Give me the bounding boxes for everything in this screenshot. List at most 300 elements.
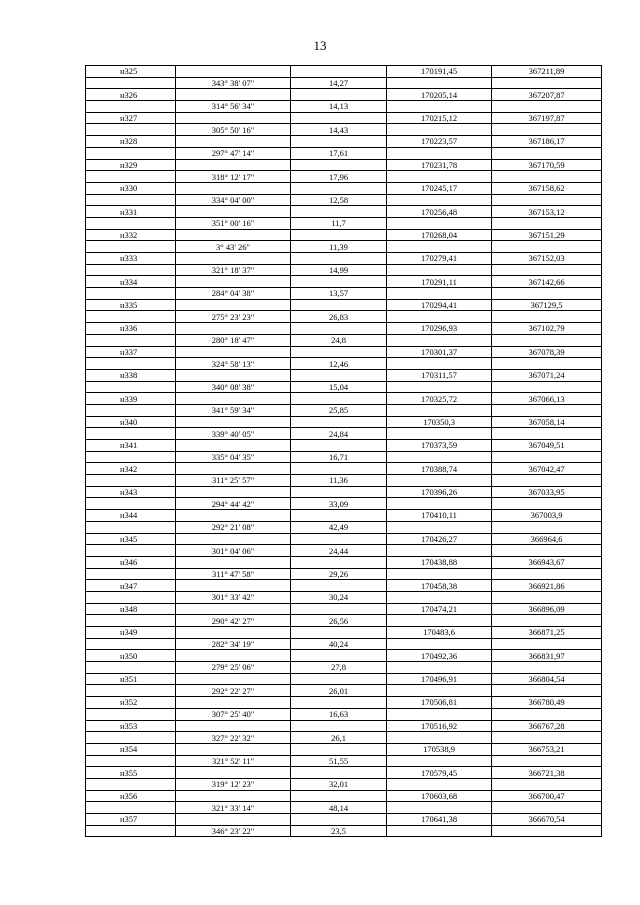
empty-cell <box>176 814 291 826</box>
empty-cell <box>492 147 602 159</box>
empty-cell <box>176 369 291 381</box>
empty-cell <box>387 194 492 206</box>
empty-cell <box>86 171 176 183</box>
empty-cell <box>291 814 387 826</box>
point-name: н337 <box>86 346 176 358</box>
direction-angle: 327° 22' 32" <box>176 732 291 744</box>
point-row <box>86 556 602 568</box>
empty-cell <box>387 404 492 416</box>
point-row <box>86 89 602 101</box>
segment-row <box>86 591 602 603</box>
direction-angle: 335° 04' 35" <box>176 451 291 463</box>
segment-row <box>86 568 602 580</box>
empty-cell <box>492 732 602 744</box>
empty-cell <box>291 112 387 124</box>
x-coordinate: 170516,92 <box>387 720 492 732</box>
segment-row <box>86 778 602 790</box>
direction-angle: 292° 22' 27" <box>176 685 291 697</box>
empty-cell <box>86 662 176 674</box>
empty-cell <box>291 229 387 241</box>
empty-cell <box>86 311 176 323</box>
point-row <box>86 743 602 755</box>
empty-cell <box>291 440 387 452</box>
empty-cell <box>176 720 291 732</box>
segment-length: 14,13 <box>291 101 387 113</box>
x-coordinate: 170492,36 <box>387 650 492 662</box>
empty-cell <box>492 288 602 300</box>
point-row <box>86 206 602 218</box>
direction-angle: 314° 56' 34" <box>176 101 291 113</box>
empty-cell <box>492 171 602 183</box>
point-row <box>86 112 602 124</box>
empty-cell <box>291 136 387 148</box>
empty-cell <box>176 159 291 171</box>
empty-cell <box>176 580 291 592</box>
empty-cell <box>492 217 602 229</box>
empty-cell <box>86 568 176 580</box>
y-coordinate: 366670,54 <box>492 814 602 826</box>
y-coordinate: 367058,14 <box>492 416 602 428</box>
segment-length: 29,26 <box>291 568 387 580</box>
y-coordinate: 366896,09 <box>492 603 602 615</box>
empty-cell <box>492 545 602 557</box>
empty-cell <box>492 124 602 136</box>
segment-row <box>86 101 602 113</box>
empty-cell <box>291 463 387 475</box>
point-name: н335 <box>86 299 176 311</box>
point-name: н341 <box>86 440 176 452</box>
empty-cell <box>176 136 291 148</box>
point-name: н351 <box>86 673 176 685</box>
empty-cell <box>387 638 492 650</box>
point-name: н353 <box>86 720 176 732</box>
empty-cell <box>176 486 291 498</box>
empty-cell <box>492 638 602 650</box>
empty-cell <box>387 124 492 136</box>
empty-cell <box>387 451 492 463</box>
segment-row <box>86 194 602 206</box>
segment-length: 11,36 <box>291 475 387 487</box>
empty-cell <box>387 334 492 346</box>
empty-cell <box>387 755 492 767</box>
point-row <box>86 463 602 475</box>
point-row <box>86 533 602 545</box>
segment-row <box>86 451 602 463</box>
empty-cell <box>387 521 492 533</box>
direction-angle: 324° 58' 13" <box>176 358 291 370</box>
empty-cell <box>86 288 176 300</box>
empty-cell <box>86 147 176 159</box>
empty-cell <box>387 662 492 674</box>
direction-angle: 279° 25' 06" <box>176 662 291 674</box>
segment-length: 25,85 <box>291 404 387 416</box>
empty-cell <box>86 615 176 627</box>
segment-length: 51,55 <box>291 755 387 767</box>
empty-cell <box>86 217 176 229</box>
empty-cell <box>176 767 291 779</box>
point-row <box>86 159 602 171</box>
y-coordinate: 367071,24 <box>492 369 602 381</box>
segment-length: 14,27 <box>291 77 387 89</box>
point-row <box>86 580 602 592</box>
segment-length: 17,61 <box>291 147 387 159</box>
x-coordinate: 170438,88 <box>387 556 492 568</box>
empty-cell <box>176 299 291 311</box>
point-name: н336 <box>86 323 176 335</box>
empty-cell <box>176 276 291 288</box>
segment-row <box>86 77 602 89</box>
direction-angle: 305° 50' 16" <box>176 124 291 136</box>
empty-cell <box>492 521 602 533</box>
empty-cell <box>387 381 492 393</box>
direction-angle: 321° 18' 37" <box>176 264 291 276</box>
empty-cell <box>492 778 602 790</box>
point-row <box>86 346 602 358</box>
direction-angle: 346° 23' 22" <box>176 825 291 837</box>
empty-cell <box>492 568 602 580</box>
x-coordinate: 170474,21 <box>387 603 492 615</box>
x-coordinate: 170205,14 <box>387 89 492 101</box>
point-row <box>86 720 602 732</box>
empty-cell <box>387 498 492 510</box>
empty-cell <box>176 323 291 335</box>
empty-cell <box>86 685 176 697</box>
empty-cell <box>176 440 291 452</box>
y-coordinate: 367142,66 <box>492 276 602 288</box>
empty-cell <box>291 159 387 171</box>
segment-row <box>86 802 602 814</box>
point-row <box>86 416 602 428</box>
segment-row <box>86 708 602 720</box>
x-coordinate: 170483,6 <box>387 627 492 639</box>
point-row <box>86 276 602 288</box>
x-coordinate: 170294,41 <box>387 299 492 311</box>
point-name: н325 <box>86 66 176 78</box>
empty-cell <box>387 685 492 697</box>
direction-angle: 3° 43' 26" <box>176 241 291 253</box>
segment-row <box>86 171 602 183</box>
segment-length: 24,8 <box>291 334 387 346</box>
point-row <box>86 510 602 522</box>
segment-length: 26,56 <box>291 615 387 627</box>
segment-row <box>86 825 602 837</box>
segment-length: 24,84 <box>291 428 387 440</box>
empty-cell <box>492 451 602 463</box>
y-coordinate: 367152,03 <box>492 253 602 265</box>
empty-cell <box>86 521 176 533</box>
empty-cell <box>86 264 176 276</box>
empty-cell <box>387 101 492 113</box>
y-coordinate: 366721,38 <box>492 767 602 779</box>
x-coordinate: 170296,93 <box>387 323 492 335</box>
point-name: н344 <box>86 510 176 522</box>
empty-cell <box>387 147 492 159</box>
point-row <box>86 790 602 802</box>
y-coordinate: 367158,62 <box>492 182 602 194</box>
empty-cell <box>291 323 387 335</box>
empty-cell <box>291 206 387 218</box>
empty-cell <box>176 510 291 522</box>
segment-length: 26,01 <box>291 685 387 697</box>
y-coordinate: 366700,47 <box>492 790 602 802</box>
direction-angle: 319° 12' 23" <box>176 778 291 790</box>
segment-row <box>86 241 602 253</box>
empty-cell <box>291 697 387 709</box>
coordinates-table <box>85 65 602 837</box>
segment-length: 26,83 <box>291 311 387 323</box>
empty-cell <box>86 591 176 603</box>
y-coordinate: 367078,39 <box>492 346 602 358</box>
x-coordinate: 170496,91 <box>387 673 492 685</box>
empty-cell <box>86 778 176 790</box>
empty-cell <box>291 299 387 311</box>
y-coordinate: 366831,97 <box>492 650 602 662</box>
direction-angle: 301° 04' 06" <box>176 545 291 557</box>
empty-cell <box>291 182 387 194</box>
segment-length: 14,99 <box>291 264 387 276</box>
point-name: н342 <box>86 463 176 475</box>
point-row <box>86 440 602 452</box>
empty-cell <box>492 77 602 89</box>
direction-angle: 311° 47' 58" <box>176 568 291 580</box>
empty-cell <box>86 475 176 487</box>
y-coordinate: 366780,49 <box>492 697 602 709</box>
empty-cell <box>176 182 291 194</box>
empty-cell <box>387 358 492 370</box>
point-name: н327 <box>86 112 176 124</box>
x-coordinate: 170279,41 <box>387 253 492 265</box>
empty-cell <box>492 498 602 510</box>
segment-length: 23,5 <box>291 825 387 837</box>
empty-cell <box>291 650 387 662</box>
empty-cell <box>86 428 176 440</box>
point-row <box>86 650 602 662</box>
point-name: н331 <box>86 206 176 218</box>
empty-cell <box>387 241 492 253</box>
empty-cell <box>387 732 492 744</box>
point-name: н352 <box>86 697 176 709</box>
empty-cell <box>492 194 602 206</box>
direction-angle: 321° 52' 11" <box>176 755 291 767</box>
segment-row <box>86 124 602 136</box>
empty-cell <box>492 404 602 416</box>
empty-cell <box>176 627 291 639</box>
empty-cell <box>176 253 291 265</box>
empty-cell <box>387 708 492 720</box>
empty-cell <box>291 627 387 639</box>
x-coordinate: 170388,74 <box>387 463 492 475</box>
segment-length: 11,39 <box>291 241 387 253</box>
x-coordinate: 170396,26 <box>387 486 492 498</box>
empty-cell <box>492 311 602 323</box>
segment-length: 30,24 <box>291 591 387 603</box>
segment-row <box>86 428 602 440</box>
y-coordinate: 367042,47 <box>492 463 602 475</box>
empty-cell <box>387 428 492 440</box>
empty-cell <box>291 790 387 802</box>
empty-cell <box>492 685 602 697</box>
empty-cell <box>492 591 602 603</box>
empty-cell <box>387 288 492 300</box>
segment-row <box>86 334 602 346</box>
x-coordinate: 170268,04 <box>387 229 492 241</box>
segment-row <box>86 755 602 767</box>
y-coordinate: 367033,95 <box>492 486 602 498</box>
empty-cell <box>291 556 387 568</box>
point-row <box>86 486 602 498</box>
y-coordinate: 366943,67 <box>492 556 602 568</box>
segment-row <box>86 217 602 229</box>
empty-cell <box>492 755 602 767</box>
point-row <box>86 253 602 265</box>
point-row <box>86 673 602 685</box>
direction-angle: 318° 12' 17" <box>176 171 291 183</box>
x-coordinate: 170256,48 <box>387 206 492 218</box>
point-name: н334 <box>86 276 176 288</box>
direction-angle: 351° 00' 16" <box>176 217 291 229</box>
y-coordinate: 367197,87 <box>492 112 602 124</box>
x-coordinate: 170325,72 <box>387 393 492 405</box>
point-name: н329 <box>86 159 176 171</box>
direction-angle: 282° 34' 19" <box>176 638 291 650</box>
empty-cell <box>492 381 602 393</box>
empty-cell <box>176 533 291 545</box>
x-coordinate: 170373,59 <box>387 440 492 452</box>
point-name: н348 <box>86 603 176 615</box>
point-name: н330 <box>86 182 176 194</box>
empty-cell <box>492 334 602 346</box>
direction-angle: 297° 47' 14" <box>176 147 291 159</box>
x-coordinate: 170410,11 <box>387 510 492 522</box>
empty-cell <box>387 545 492 557</box>
segment-row <box>86 545 602 557</box>
direction-angle: 334° 04' 00" <box>176 194 291 206</box>
empty-cell <box>86 638 176 650</box>
point-name: н343 <box>86 486 176 498</box>
empty-cell <box>387 264 492 276</box>
empty-cell <box>86 825 176 837</box>
x-coordinate: 170458,38 <box>387 580 492 592</box>
segment-row <box>86 685 602 697</box>
point-row <box>86 323 602 335</box>
x-coordinate: 170579,45 <box>387 767 492 779</box>
empty-cell <box>291 486 387 498</box>
empty-cell <box>86 358 176 370</box>
y-coordinate: 367129,5 <box>492 299 602 311</box>
point-row <box>86 229 602 241</box>
empty-cell <box>387 217 492 229</box>
point-row <box>86 393 602 405</box>
empty-cell <box>291 533 387 545</box>
empty-cell <box>86 381 176 393</box>
point-name: н339 <box>86 393 176 405</box>
segment-row <box>86 311 602 323</box>
y-coordinate: 367207,87 <box>492 89 602 101</box>
segment-length: 12,58 <box>291 194 387 206</box>
point-name: н354 <box>86 743 176 755</box>
direction-angle: 307° 25' 40" <box>176 708 291 720</box>
segment-length: 32,01 <box>291 778 387 790</box>
point-name: н346 <box>86 556 176 568</box>
direction-angle: 311° 25' 57" <box>176 475 291 487</box>
empty-cell <box>387 802 492 814</box>
segment-length: 14,43 <box>291 124 387 136</box>
empty-cell <box>86 124 176 136</box>
direction-angle: 341° 59' 34" <box>176 404 291 416</box>
empty-cell <box>86 241 176 253</box>
empty-cell <box>86 101 176 113</box>
empty-cell <box>387 171 492 183</box>
point-row <box>86 767 602 779</box>
empty-cell <box>291 416 387 428</box>
point-row <box>86 182 602 194</box>
x-coordinate: 170641,38 <box>387 814 492 826</box>
y-coordinate: 366964,6 <box>492 533 602 545</box>
empty-cell <box>176 673 291 685</box>
empty-cell <box>176 650 291 662</box>
direction-angle: 275° 23' 23" <box>176 311 291 323</box>
empty-cell <box>492 825 602 837</box>
point-name: н332 <box>86 229 176 241</box>
x-coordinate: 170223,57 <box>387 136 492 148</box>
empty-cell <box>86 498 176 510</box>
y-coordinate: 366753,21 <box>492 743 602 755</box>
empty-cell <box>387 568 492 580</box>
empty-cell <box>176 206 291 218</box>
empty-cell <box>387 778 492 790</box>
x-coordinate: 170311,57 <box>387 369 492 381</box>
x-coordinate: 170245,17 <box>387 182 492 194</box>
x-coordinate: 170191,45 <box>387 66 492 78</box>
empty-cell <box>492 428 602 440</box>
segment-length: 15,04 <box>291 381 387 393</box>
y-coordinate: 366804,54 <box>492 673 602 685</box>
point-name: н345 <box>86 533 176 545</box>
segment-row <box>86 615 602 627</box>
segment-length: 27,8 <box>291 662 387 674</box>
empty-cell <box>176 229 291 241</box>
point-row <box>86 369 602 381</box>
empty-cell <box>492 708 602 720</box>
segment-length: 26,1 <box>291 732 387 744</box>
x-coordinate: 170291,11 <box>387 276 492 288</box>
direction-angle: 290° 42' 27" <box>176 615 291 627</box>
x-coordinate: 170603,68 <box>387 790 492 802</box>
empty-cell <box>176 790 291 802</box>
point-name: н333 <box>86 253 176 265</box>
empty-cell <box>291 89 387 101</box>
empty-cell <box>86 77 176 89</box>
empty-cell <box>176 89 291 101</box>
x-coordinate: 170215,12 <box>387 112 492 124</box>
y-coordinate: 367153,12 <box>492 206 602 218</box>
y-coordinate: 367003,9 <box>492 510 602 522</box>
empty-cell <box>86 404 176 416</box>
point-row <box>86 66 602 78</box>
empty-cell <box>291 580 387 592</box>
point-name: н356 <box>86 790 176 802</box>
y-coordinate: 367170,59 <box>492 159 602 171</box>
empty-cell <box>492 264 602 276</box>
segment-length: 17,96 <box>291 171 387 183</box>
empty-cell <box>291 393 387 405</box>
empty-cell <box>176 743 291 755</box>
empty-cell <box>291 743 387 755</box>
empty-cell <box>291 720 387 732</box>
empty-cell <box>291 66 387 78</box>
empty-cell <box>86 545 176 557</box>
direction-angle: 294° 44' 42" <box>176 498 291 510</box>
